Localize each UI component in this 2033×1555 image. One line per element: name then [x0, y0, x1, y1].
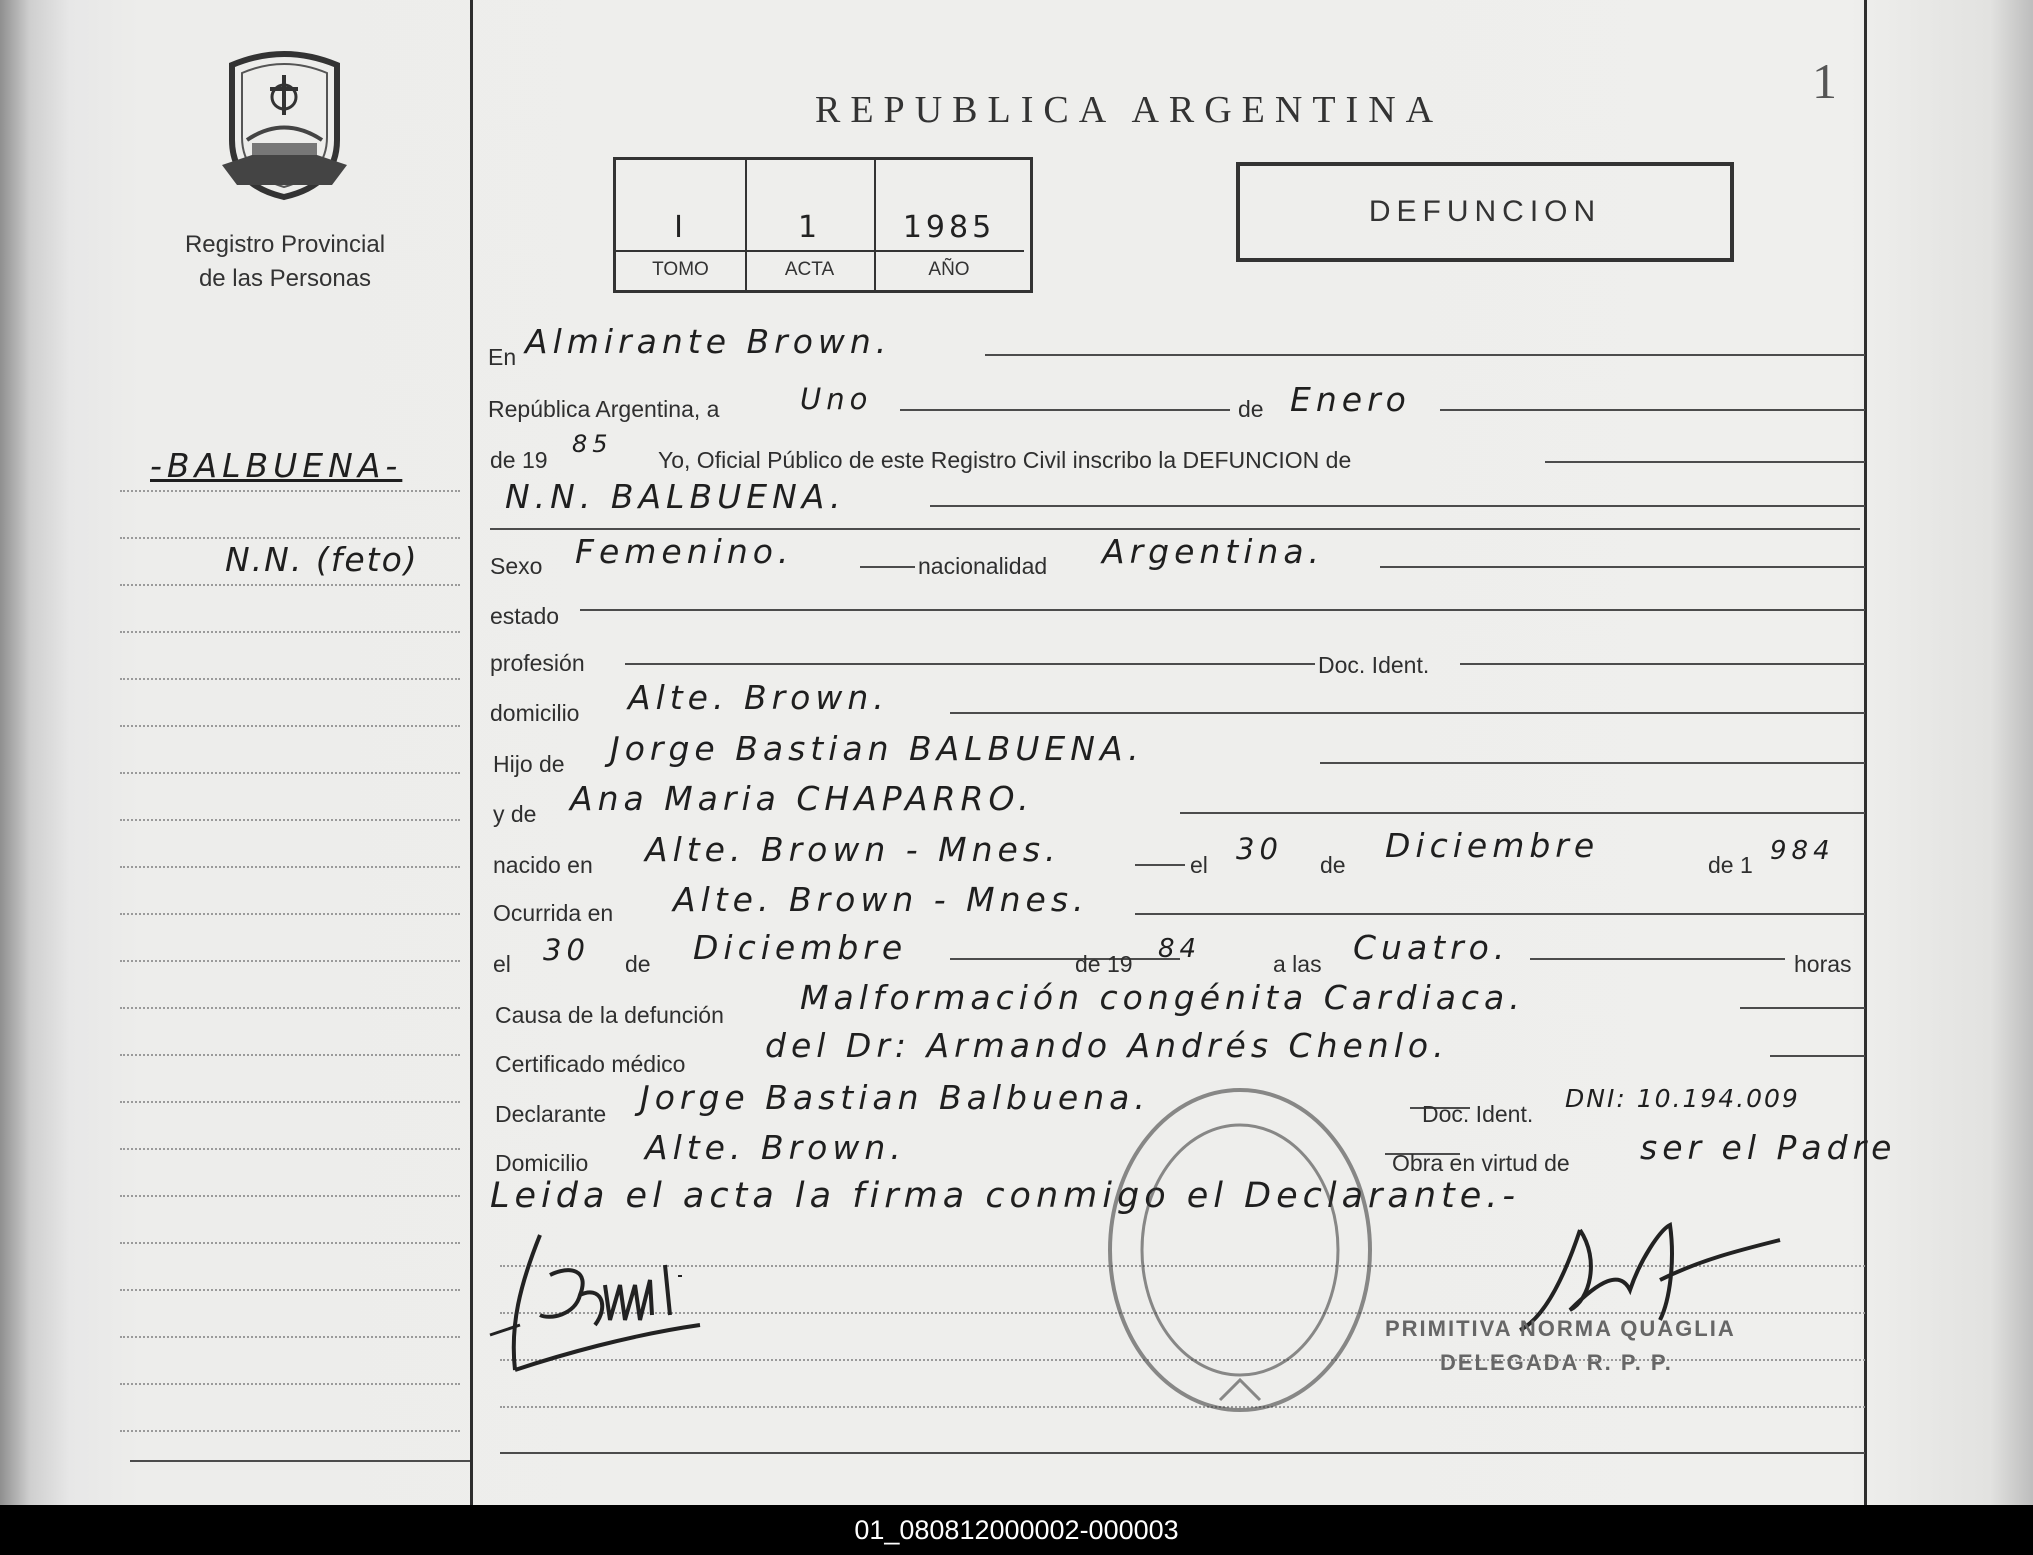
form-line — [1320, 762, 1865, 764]
official-stamp — [1100, 1080, 1380, 1420]
oficial-text: Yo, Oficial Público de este Registro Civil inscribo la DEFUNCION de — [658, 447, 1352, 473]
a-las-label: a las — [1273, 951, 1322, 977]
tomo-cell — [616, 160, 747, 290]
birth-year-value: 984 — [1770, 836, 1835, 866]
margin-dotted-line — [120, 678, 460, 680]
declarante-signature — [480, 1225, 740, 1385]
margin-dotted-line — [120, 913, 460, 915]
acta-label: ACTA — [745, 250, 874, 290]
causa-label: Causa de la defunción — [495, 1002, 724, 1028]
hijo-de-label: Hijo de — [493, 751, 565, 777]
declarante-value: Jorge Bastian Balbuena. — [640, 1078, 1150, 1117]
causa-value: Malformación congénita Cardiaca. — [800, 978, 1525, 1017]
sexo-label: Sexo — [490, 553, 543, 579]
margin-dotted-line — [120, 866, 460, 868]
nacido-label: nacido en — [493, 852, 593, 878]
registry-name-line1: Registro Provincial — [184, 231, 386, 258]
official-name: PRIMITIVA NORMA QUAGLIA — [1385, 1316, 1736, 1341]
margin-dotted-line — [120, 1336, 460, 1338]
form-line — [1740, 1007, 1865, 1009]
form-line — [900, 409, 1230, 411]
margin-dotted-line — [120, 1195, 460, 1197]
form-line — [1180, 812, 1865, 814]
domicilio2-label: Domicilio — [495, 1150, 589, 1176]
day-value: Uno — [800, 382, 873, 416]
page-title: REPUBLICA ARGENTINA — [815, 89, 1444, 131]
margin-dotted-line — [120, 1148, 460, 1150]
margin-dotted-line — [120, 490, 460, 492]
deceased-value: N.N. BALBUENA. — [505, 477, 846, 516]
margin-dotted-line — [120, 631, 460, 633]
sexo-value: Femenino. — [575, 532, 794, 571]
certificado-value: del Dr: Armando Andrés Chenlo. — [765, 1026, 1449, 1065]
form-line — [950, 958, 1180, 960]
de-label: de — [1238, 396, 1264, 422]
profesion-label: profesión — [490, 650, 585, 676]
obra-value: ser el Padre — [1640, 1128, 1897, 1167]
form-line — [625, 663, 1315, 665]
doc-ident2-value: DNI: 10.194.009 — [1565, 1084, 1800, 1113]
acta-value: 1 — [797, 210, 822, 245]
form-line — [1530, 958, 1785, 960]
doc-ident-label: Doc. Ident. — [1318, 652, 1430, 678]
birth-year-label: de 1 — [1708, 852, 1753, 878]
nacionalidad-label: nacionalidad — [918, 553, 1048, 579]
form-line — [490, 528, 1860, 530]
form-line — [1440, 409, 1865, 411]
el2-label: el — [493, 951, 511, 977]
registry-name-line2: de las Personas — [198, 265, 372, 292]
death-de-label: de — [625, 951, 651, 977]
father-value: Jorge Bastian BALBUENA. — [610, 729, 1144, 768]
domicilio-value: Alte. Brown. — [628, 678, 889, 717]
death-year-value: 84 — [1158, 934, 1202, 964]
estado-label: estado — [490, 603, 560, 629]
form-line — [1460, 663, 1865, 665]
margin-divider-line — [470, 0, 473, 1505]
right-border-line — [1864, 0, 1867, 1505]
ocurrida-value: Alte. Brown - Mnes. — [673, 880, 1089, 919]
nacido-value: Alte. Brown - Mnes. — [645, 830, 1061, 869]
ano-value: 1985 — [902, 210, 996, 245]
mother-value: Ana Maria CHAPARRO. — [570, 779, 1034, 818]
en-label: En — [488, 344, 517, 370]
domicilio2-value: Alte. Brown. — [645, 1128, 906, 1167]
tomo-label: TOMO — [616, 250, 745, 290]
form-line — [1380, 566, 1865, 568]
margin-dotted-line — [120, 1430, 460, 1432]
certificado-label: Certificado médico — [495, 1051, 686, 1077]
margin-dotted-line — [120, 960, 460, 962]
year-value: 85 — [572, 430, 613, 458]
form-line — [950, 712, 1865, 714]
de19-label: de 19 — [490, 447, 548, 473]
form-bottom-line — [500, 1452, 1865, 1454]
margin-dotted-line — [120, 1007, 460, 1009]
margin-given-name: N.N. (feto) — [225, 540, 419, 579]
acta-cell — [745, 160, 876, 290]
margin-dotted-line — [120, 1101, 460, 1103]
official-title: DELEGADA R. P. P. — [1440, 1350, 1673, 1375]
margin-dotted-line — [120, 1242, 460, 1244]
margin-dotted-line — [120, 819, 460, 821]
death-day-value: 30 — [543, 933, 590, 967]
obra-label: Obra en virtud de — [1392, 1150, 1570, 1176]
horas-label: horas — [1794, 951, 1852, 977]
hour-value: Cuatro. — [1353, 928, 1510, 967]
margin-bottom-line — [130, 1460, 470, 1462]
birth-de-label: de — [1320, 852, 1346, 878]
margin-dotted-line — [120, 725, 460, 727]
form-line — [1770, 1055, 1865, 1057]
ano-label: AÑO — [874, 250, 1024, 290]
coat-of-arms-emblem — [212, 45, 357, 205]
form-line — [1545, 461, 1865, 463]
en-value: Almirante Brown. — [525, 322, 892, 361]
margin-dotted-line — [120, 537, 460, 539]
image-id-footer: 01_080812000002-000003 — [0, 1505, 2033, 1555]
margin-surname: -BALBUENA- — [150, 446, 403, 485]
declarante-label: Declarante — [495, 1101, 607, 1127]
form-line — [860, 566, 915, 568]
margin-dotted-line — [120, 1383, 460, 1385]
month-value: Enero — [1290, 380, 1411, 419]
registry-name — [150, 228, 420, 296]
y-de-label: y de — [493, 801, 537, 827]
form-line — [1135, 913, 1865, 915]
document-type-box: DEFUNCION — [1236, 162, 1734, 262]
nacionalidad-value: Argentina. — [1102, 532, 1325, 571]
form-line — [1135, 864, 1185, 866]
form-line — [985, 354, 1865, 356]
ano-cell — [874, 160, 1024, 290]
ocurrida-label: Ocurrida en — [493, 900, 614, 926]
margin-dotted-line — [120, 772, 460, 774]
death-month-value: Diciembre — [693, 928, 908, 967]
closing-statement: Leida el acta la firma conmigo el Declarante.- — [490, 1176, 1521, 1216]
margin-dotted-line — [120, 1289, 460, 1291]
margin-dotted-line — [120, 1054, 460, 1056]
form-line — [580, 609, 1865, 611]
birth-day-value: 30 — [1236, 832, 1283, 866]
republica-label: República Argentina, a — [488, 396, 720, 422]
death-year-label: de 19 — [1075, 951, 1133, 977]
birth-month-value: Diciembre — [1385, 826, 1600, 865]
el-label: el — [1190, 852, 1208, 878]
form-line — [930, 505, 1865, 507]
doc-ident2-label: Doc. Ident. — [1422, 1101, 1534, 1127]
page-number: 1 — [1812, 53, 1837, 109]
register-box — [613, 157, 1033, 293]
margin-dotted-line — [120, 584, 460, 586]
domicilio-label: domicilio — [490, 700, 580, 726]
tomo-value: I — [674, 210, 687, 245]
